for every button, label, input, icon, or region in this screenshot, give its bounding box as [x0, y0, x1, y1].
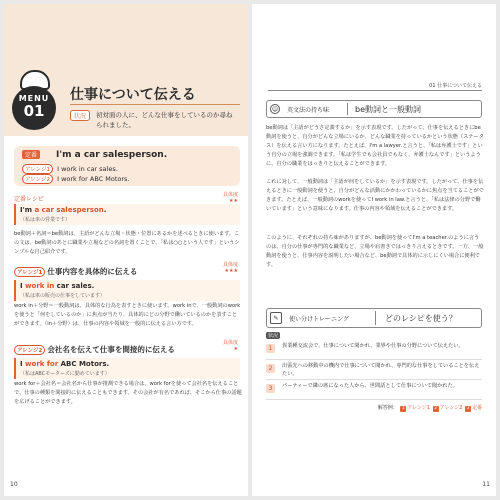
question-item: 1 異業種交流会で、仕事について聞かれ、業界や仕事の分野について伝えたい。	[266, 340, 482, 360]
header-divider	[268, 90, 482, 91]
arr2-box	[14, 358, 240, 379]
arr1-tag: アレンジ1	[22, 164, 53, 174]
recipe-note: （私は車の営業です）	[20, 217, 71, 223]
page-number-right: 11	[482, 481, 490, 488]
training-title: どのレシピを使う？	[385, 314, 457, 323]
page-number-left: 10	[10, 481, 18, 488]
grammar-panel-title: be動詞と一般動詞	[355, 105, 421, 114]
answer-key: 解答例： 1 アレンジ1 2 アレンジ2 3 定番	[377, 405, 482, 411]
recipe-head: 定番レシピ	[14, 196, 44, 203]
arr2-heading: アレンジ2 会社名を伝えて仕事を間接的に伝える	[14, 344, 175, 355]
arr1-sentence: I work in car sales.	[20, 282, 95, 290]
grammar-panel-head	[266, 100, 482, 118]
arr1-note: （私は車の販売の仕事をしています）	[20, 293, 106, 299]
title-divider	[70, 104, 240, 105]
summary-arr2	[22, 174, 130, 184]
recipe-stars-label: 具体度	[222, 192, 238, 198]
smile-icon: ☺	[271, 106, 279, 113]
recipe-stars	[223, 192, 238, 204]
arr2-explanation: work for＋会社名＝会社名から仕事が推測できる場合は、work forを使って会社名を伝えることで、仕事の種類を間接的に伝えることもできます。その会社が有名であれば、そこから仕事の話題を広げることができます。	[14, 381, 242, 405]
situation-badge: 状況	[70, 110, 90, 121]
recipe-sentence: I'm a car salesperson.	[20, 206, 107, 214]
right-page	[252, 4, 496, 496]
situation-text: 初対面の人に、どんな仕事をしているのか尋ねられました。	[96, 111, 233, 129]
training-divider	[375, 311, 376, 325]
recipe-box	[14, 204, 240, 225]
left-page	[4, 4, 248, 496]
question-item: 2 出張先への移動中の機内で仕事について聞かれ、専門的な仕事をしていることを伝えたい。	[266, 360, 482, 380]
pencil-icon: ✎	[270, 312, 282, 324]
recipe-explanation: be動詞＋名詞＝be動詞は、主語がどんな立場・状態・位置にあるかを述べるときに使います。この文は、be動詞のあとに職業や立場などの名詞を置くことで、「私は○○という人です」というシンプルな自己紹介です。	[14, 231, 240, 255]
menu-number: 01	[23, 102, 45, 120]
training-label: 使い分けトレーニング	[289, 316, 349, 323]
arr2-text: I work for ABC Motors.	[57, 175, 130, 183]
arr1-heading: アレンジ1 仕事内容を具体的に伝える	[14, 266, 137, 277]
arr1-text: I work in car sales.	[57, 165, 118, 173]
menu-label: MENU	[18, 94, 50, 103]
recipe-stars-value: ★★	[229, 198, 238, 204]
grammar-para-1: be動詞は「主語がどうさ定義するか」を示す表現です。したがって、仕事を伝えるときにbe動詞を使うと、自分がどんな立場にいるか、どんな職業を持っているかという状態（ステータス）を伝える言い方になります。たとえば、I'm a lawyer.と言うと、「私は弁護士です」という自分の立場を強調できます。「私は学生でも会社員でもなく、弁護士なんです」というように、自分の職業をはっきりと伝えることができます。	[266, 125, 484, 167]
question-item: 3 パーティーで隣の席になった人から、世間話として仕事について聞かれた。	[266, 380, 482, 400]
summary-arr1	[22, 164, 118, 174]
situation-label: 状況	[268, 333, 279, 339]
grammar-para-3: このように、それぞれの持ち味がありますが、be動詞を使ってI'm a teacher.のように言うのは、自分の仕事が専門的な職業など、立場や肩書きではっきり言えるときです。一方、一般動詞を使うと、仕事内容を説明したい場合など、be動詞で具体的に示しにくい場合に便利です。	[266, 235, 484, 268]
menu-badge	[12, 86, 56, 130]
arr2-note: （私はABCモーターズに勤めています）	[20, 371, 110, 377]
panel-divider	[347, 103, 348, 115]
grammar-panel-label: 英文法の持ち味	[287, 107, 330, 114]
grammar-para-2: これに対して、一般動詞は「主語が何をしているか」を示す表現です。したがって、仕事を伝えるときに一般動詞を使うと、自分がどんな活動にかかわっているかに焦点を当てることができます。たとえば、一般動詞のworkを使ってI work in law.と言うと、「私は法律の分野で働いています」という意味になります。仕事の内容や領域を伝えることができます。	[266, 179, 484, 212]
arr1-explanation: work in＋分野＝一般動詞は、具体的な行為を表すときに使います。work inで、一般動詞のworkを使うと「何をしているのか」に焦点が当たり、具体的にどの分野で働いているのかを表すことができます。（in＋分野）は、仕事の内容や領域を一般的に伝える言い方です。	[14, 303, 241, 327]
arr1-box	[14, 280, 240, 301]
teigi-main-phrase: I'm a car salesperson.	[56, 150, 168, 160]
phrase-summary-box	[14, 146, 240, 186]
page-title: 仕事について伝える	[70, 87, 196, 103]
arr2-sentence: I work for ABC Motors.	[20, 360, 110, 368]
training-panel-head	[266, 308, 482, 328]
arr1-stars: 具体度 ★★★	[222, 262, 238, 274]
teigi-label: 定番	[22, 150, 40, 159]
arr2-stars: 具体度 ★	[222, 340, 238, 352]
arr2-tag: アレンジ2	[22, 174, 53, 184]
running-header: 01 仕事について伝える	[429, 83, 482, 89]
